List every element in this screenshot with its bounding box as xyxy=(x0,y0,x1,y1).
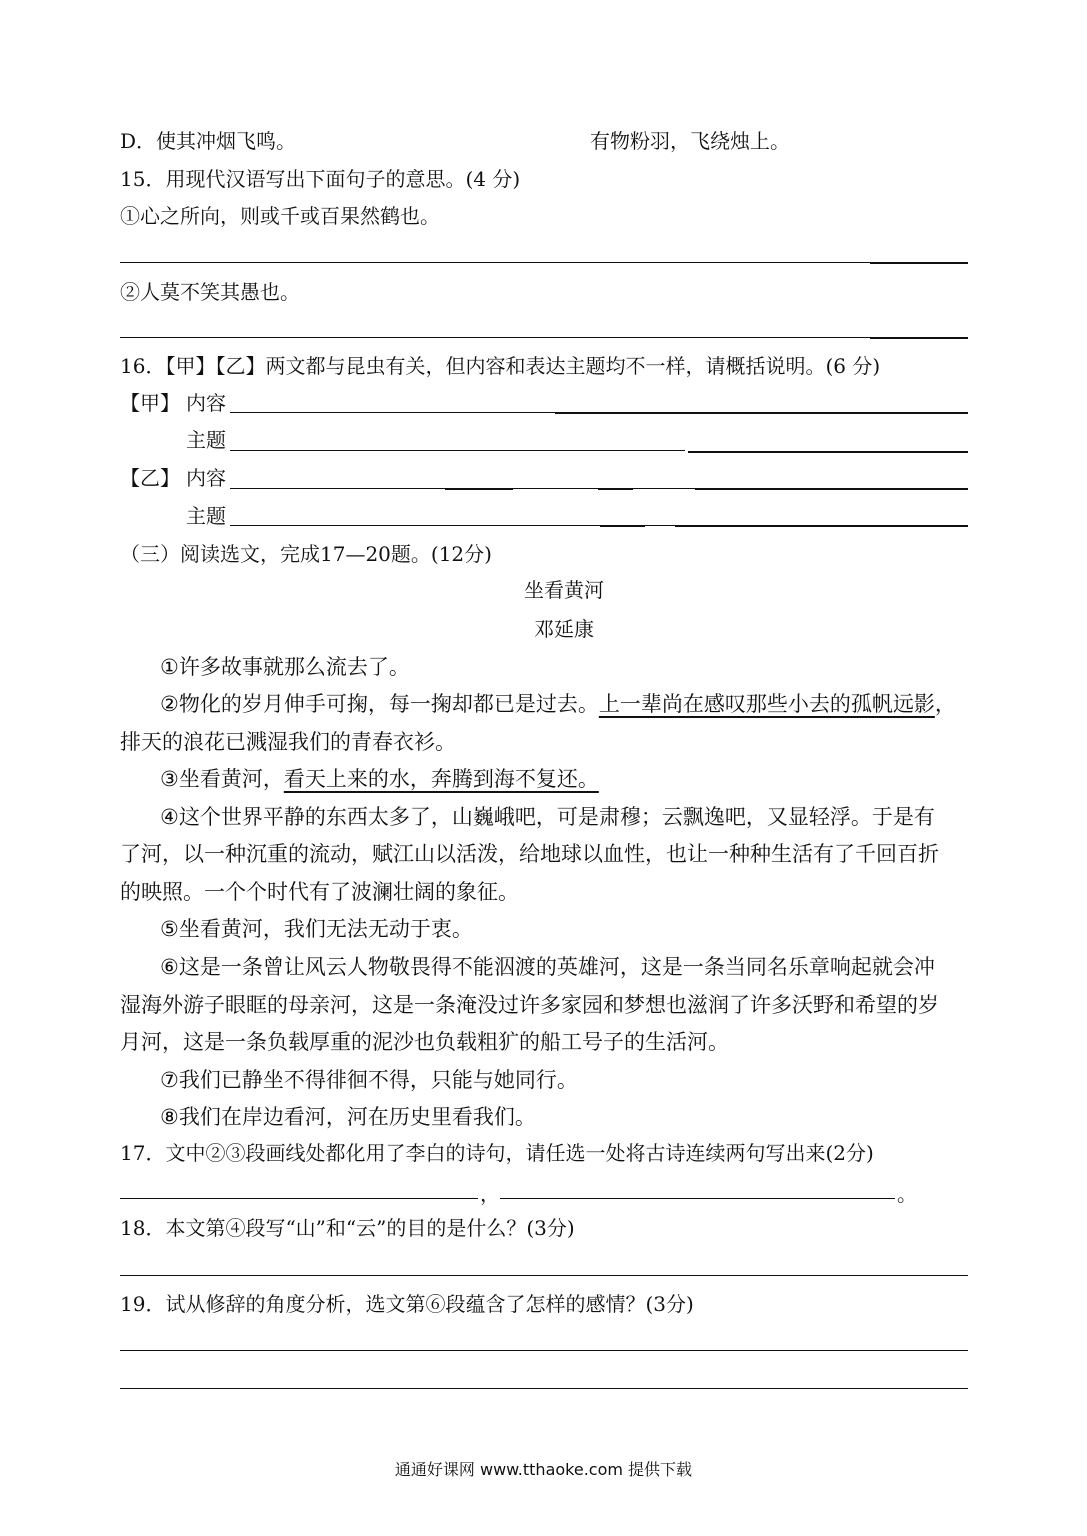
answer-line xyxy=(445,488,513,490)
answer-line xyxy=(598,488,633,490)
paragraph-4-line-1: ④这个世界平静的东西太多了，山巍峨吧，可是肃穆；云飘逸吧，又显轻浮。于是有 xyxy=(160,805,935,829)
q17-comma: ， xyxy=(480,1182,500,1206)
paragraph-2: ②物化的岁月伸手可掬，每一掬却都已是过去。上一辈尚在感叹那些小去的孤帆远影， xyxy=(160,692,956,716)
paragraph-5: ⑤坐看黄河，我们无法无动于衷。 xyxy=(160,917,473,941)
q17-stem: 17．文中②③段画线处都化用了李白的诗句，请任选一处将古诗连续两句写出来(2分) xyxy=(120,1141,874,1165)
q18-stem: 18．本文第④段写“山”和“云”的目的是什么？(3分) xyxy=(120,1216,575,1240)
answer-line[interactable] xyxy=(230,450,685,451)
q14-option-d: D．使其冲烟飞鸣。 xyxy=(120,129,297,153)
q16-yi-theme-label: 主题 xyxy=(186,504,226,528)
page-footer: 通通好课网 www.tthaoke.com 提供下载 xyxy=(394,1460,693,1479)
answer-line[interactable] xyxy=(120,337,870,338)
q15-sentence-1: ①心之所向，则或千或百果然鹤也。 xyxy=(120,204,440,228)
answer-line xyxy=(675,525,968,527)
answer-line xyxy=(695,488,968,490)
answer-line[interactable] xyxy=(120,262,870,263)
q16-jia-content-label: 内容 xyxy=(186,391,226,415)
answer-line[interactable] xyxy=(500,1198,895,1199)
answer-line xyxy=(600,525,645,527)
article-author: 邓延康 xyxy=(534,617,594,641)
answer-line[interactable] xyxy=(230,412,555,413)
answer-line[interactable] xyxy=(120,1350,968,1351)
paragraph-1: ①许多故事就那么流去了。 xyxy=(160,655,410,679)
answer-line[interactable] xyxy=(230,525,600,526)
q17-period: 。 xyxy=(897,1182,917,1206)
underlined-poem-phrase: 看天上来的水，奔腾到海不复还。 xyxy=(283,767,599,791)
q15-stem: 15．用现代汉语写出下面句子的意思。(4 分) xyxy=(120,167,521,191)
answer-line[interactable] xyxy=(688,451,968,453)
answer-line xyxy=(645,525,675,526)
q19-stem: 19．试从修辞的角度分析，选文第⑥段蕴含了怎样的感情？(3分) xyxy=(120,1292,694,1316)
answer-line-end xyxy=(870,337,968,339)
answer-line[interactable] xyxy=(230,488,445,489)
answer-line[interactable] xyxy=(120,1388,968,1389)
paragraph-4-line-3: 的映照。一个个时代有了波澜壮阔的象征。 xyxy=(120,880,519,904)
q15-sentence-2: ②人莫不笑其愚也。 xyxy=(120,280,300,304)
q16-jia-theme-label: 主题 xyxy=(186,428,226,452)
q14-option-d-right: 有物粉羽，飞绕烛上。 xyxy=(590,129,790,153)
underlined-poem-phrase: 上一辈尚在感叹那些小去的孤帆远影 xyxy=(598,692,935,716)
answer-line[interactable] xyxy=(555,412,968,414)
answer-line xyxy=(633,488,695,489)
paragraph-7: ⑦我们已静坐不得徘徊不得，只能与她同行。 xyxy=(160,1068,578,1092)
paragraph-6-line-2: 湿海外游子眼眶的母亲河，这是一条淹没过许多家园和梦想也滋润了许多沃野和希望的岁 xyxy=(120,993,939,1017)
q16-yi-content-label: 内容 xyxy=(186,466,226,490)
q16-jia-label: 【甲】 xyxy=(120,391,180,415)
paragraph-4-line-2: 了河，以一种沉重的流动，赋江山以活泼，给地球以血性，也让一种种生活有了千回百折 xyxy=(120,842,939,866)
answer-line-end xyxy=(870,262,968,264)
section-3-heading: （三）阅读选文，完成17—20题。(12分) xyxy=(120,542,492,566)
paragraph-8: ⑧我们在岸边看河，河在历史里看我们。 xyxy=(160,1105,536,1129)
paragraph-6-line-3: 月河，这是一条负载厚重的泥沙也负载粗犷的船工号子的生活河。 xyxy=(120,1030,729,1054)
paragraph-3: ③坐看黄河，看天上来的水，奔腾到海不复还。 xyxy=(160,767,599,791)
paragraph-2-cont: 排天的浪花已溅湿我们的青春衣衫。 xyxy=(120,730,456,754)
article-title: 坐看黄河 xyxy=(524,578,604,602)
answer-line[interactable] xyxy=(120,1198,478,1199)
q16-stem: 16．【甲】【乙】两文都与昆虫有关，但内容和表达主题均不一样，请概括说明。(6 分) xyxy=(120,354,881,378)
answer-line xyxy=(513,488,598,489)
q16-yi-label: 【乙】 xyxy=(120,466,180,490)
answer-line[interactable] xyxy=(120,1275,968,1276)
paragraph-6-line-1: ⑥这是一条曾让风云人物敬畏得不能泅渡的英雄河，这是一条当同名乐章响起就会冲 xyxy=(160,955,935,979)
